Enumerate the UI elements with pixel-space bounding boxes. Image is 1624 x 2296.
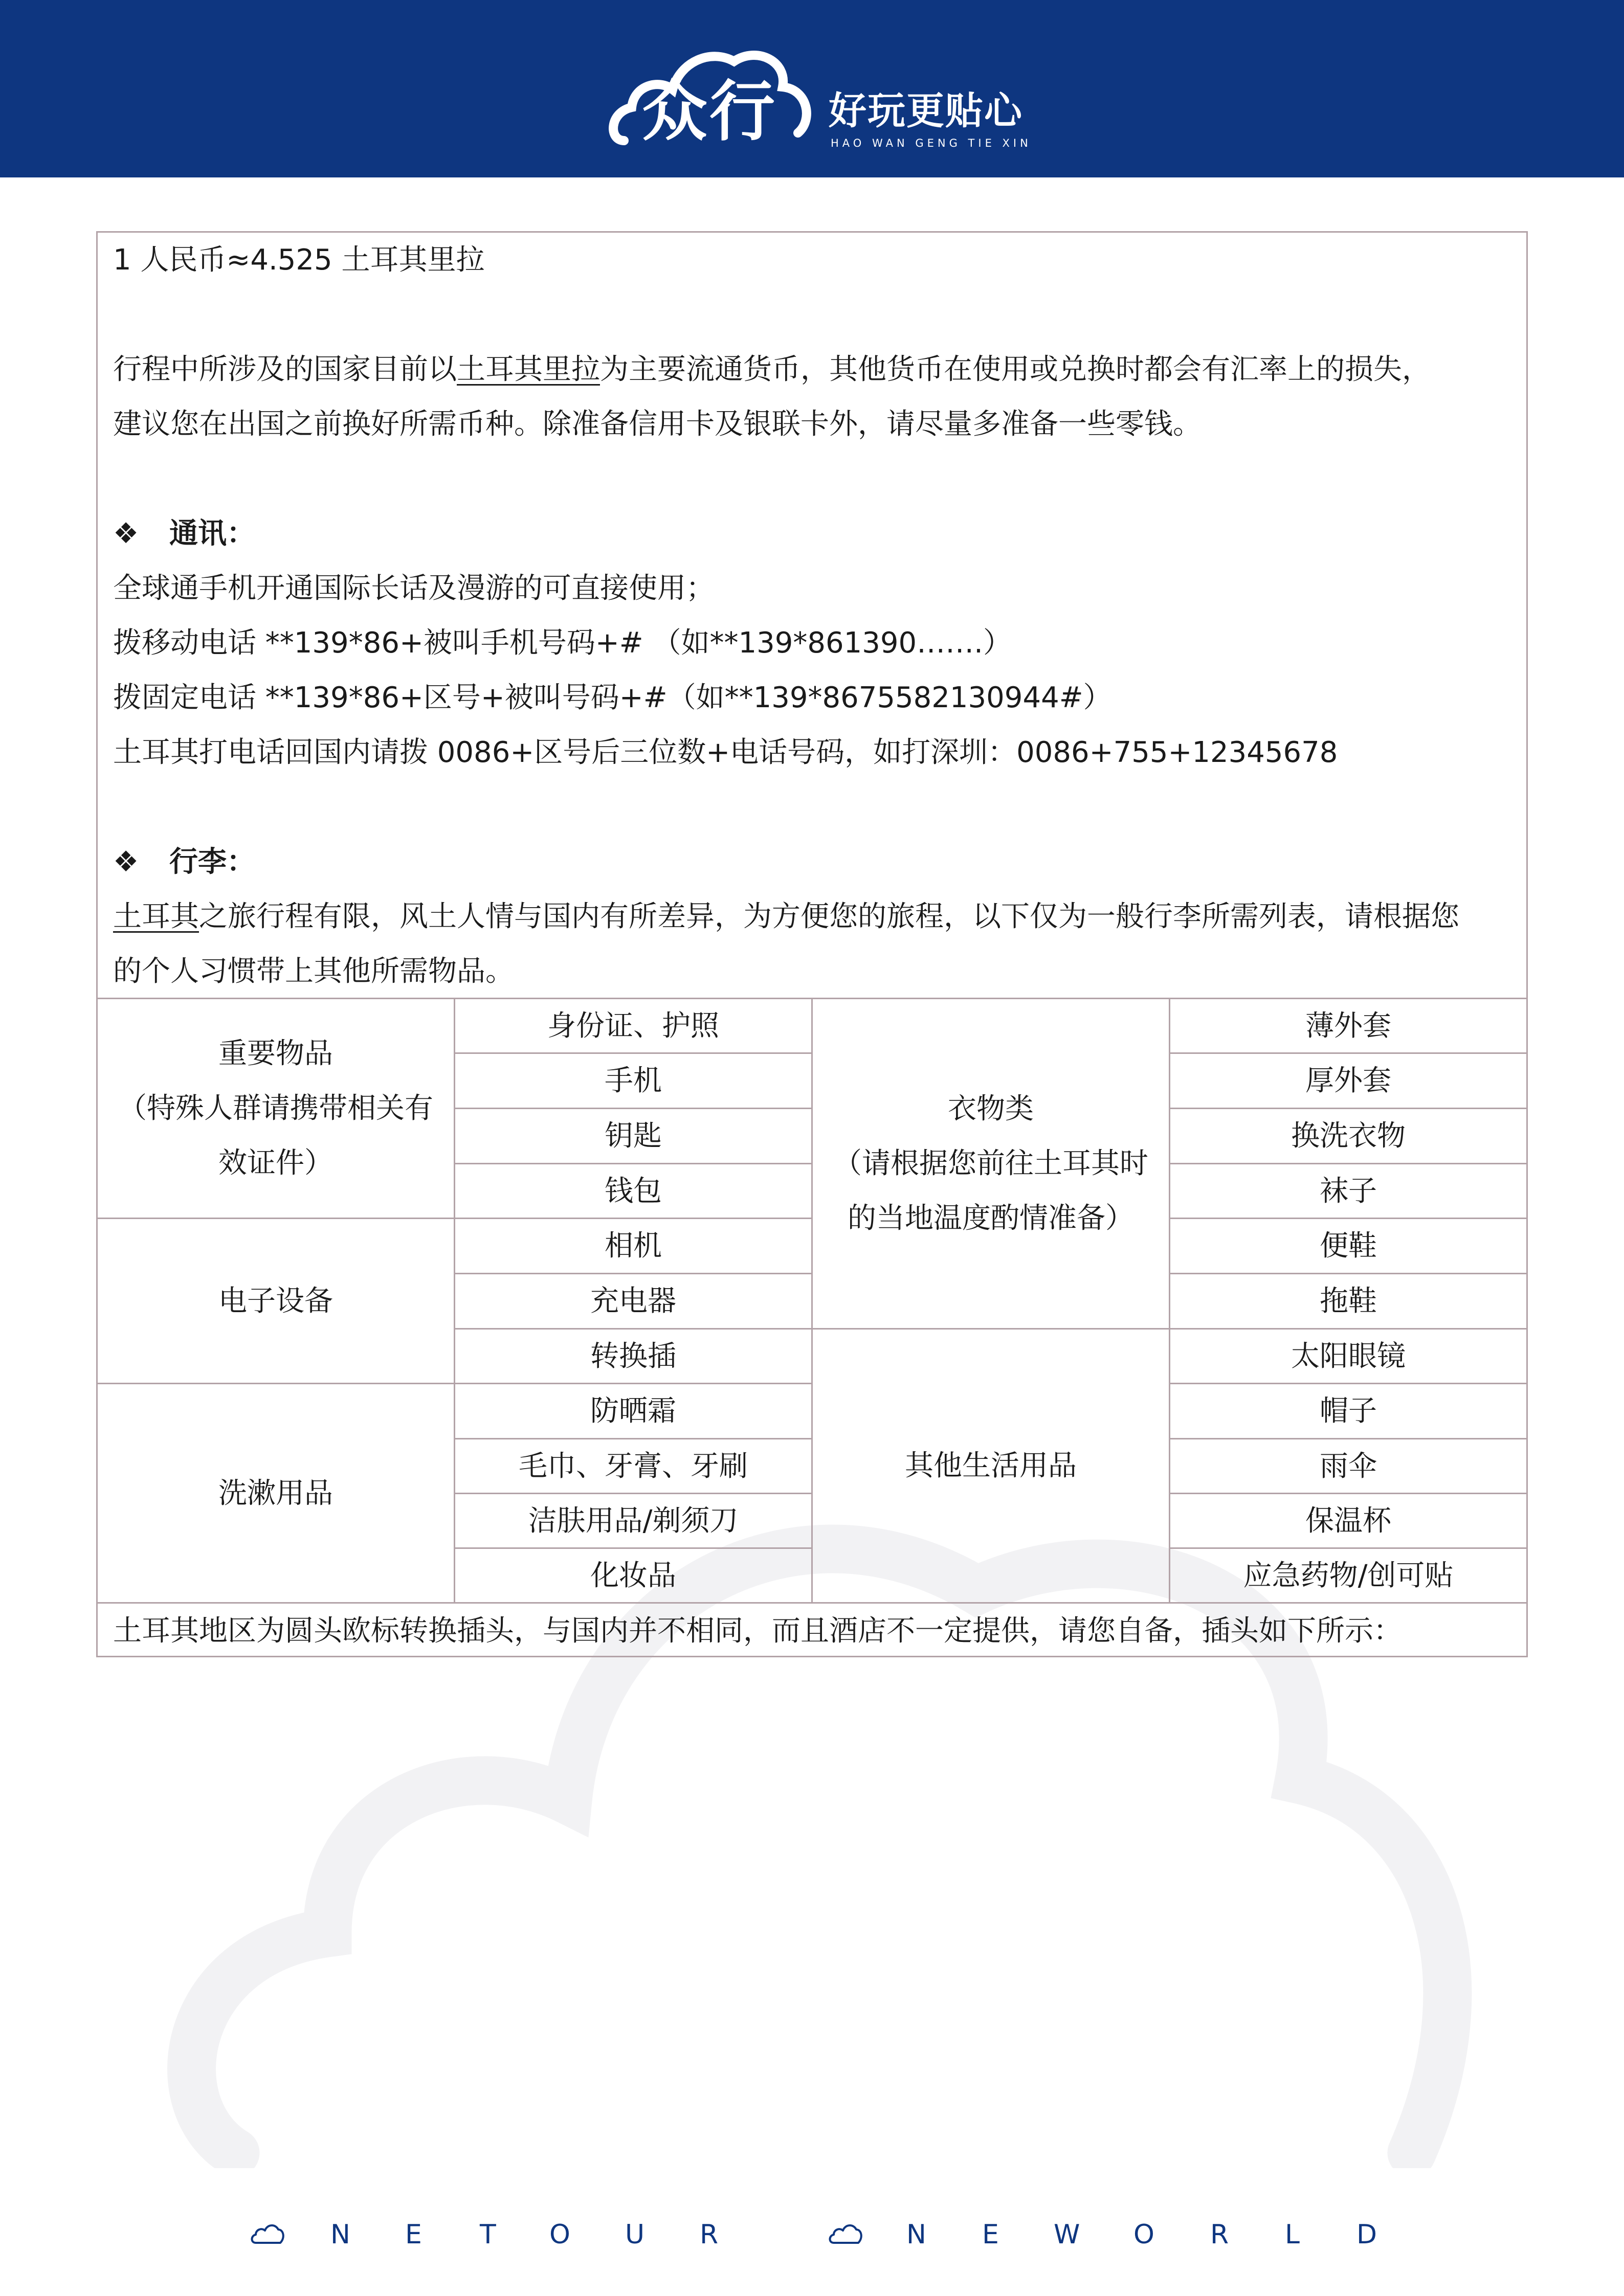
category-label: 其他生活用品 bbox=[905, 1449, 1077, 1482]
category-label: （请根据您前往土耳其时 bbox=[833, 1147, 1148, 1180]
category-label: 电子设备 bbox=[218, 1284, 333, 1318]
category-label: 的当地温度酌情准备） bbox=[848, 1202, 1134, 1235]
page-footer bbox=[0, 2214, 1624, 2255]
luggage-intro-line2: 的个人习惯带上其他所需物品。 bbox=[113, 955, 514, 988]
packing-item: 帽子 bbox=[1170, 1384, 1526, 1439]
packing-item: 充电器 bbox=[455, 1274, 813, 1330]
cloud-icon bbox=[828, 2220, 863, 2246]
packing-item: 太阳眼镜 bbox=[1170, 1330, 1526, 1384]
category-clothing bbox=[813, 999, 1170, 1330]
footer-letter: L bbox=[1285, 2219, 1300, 2250]
content-frame bbox=[96, 231, 1528, 1657]
luggage-intro bbox=[113, 889, 1459, 944]
currency-note-line2: 建议您在出国之前换好所需币种。除准备信用卡及银联卡外，请尽量多准备一些零钱。 bbox=[113, 408, 1202, 441]
packing-item: 拖鞋 bbox=[1170, 1274, 1526, 1330]
luggage-intro-text: 之旅行程有限，风土人情与国内有所差异，为方便您的旅程，以下仅为一般行李所需列表，请根据您 bbox=[199, 900, 1459, 933]
category-label: （特殊人群请携带相关有 bbox=[118, 1092, 433, 1125]
communication-line: 拨移动电话 **139*86+被叫手机号码+# （如**139*861390…….） bbox=[113, 626, 1012, 660]
plug-note: 土耳其地区为圆头欧标转换插头，与国内并不相同，而且酒店不一定提供，请您自备，插头如下所示： bbox=[113, 1614, 1402, 1648]
communication-line: 土耳其打电话回国内请拨 0086+区号后三位数+电话号码，如打深圳：0086+755+12345678 bbox=[113, 736, 1338, 769]
brand-logo bbox=[604, 31, 1043, 159]
footer-letter: D bbox=[1356, 2219, 1377, 2250]
currency-name: 土耳其里拉 bbox=[457, 353, 600, 386]
footer-letter: O bbox=[549, 2219, 570, 2250]
packing-item: 相机 bbox=[455, 1219, 813, 1274]
category-electronics bbox=[98, 1219, 455, 1384]
footer-letter: T bbox=[480, 2219, 496, 2250]
footer-letter: U bbox=[625, 2219, 645, 2250]
category-label: 重要物品 bbox=[218, 1037, 333, 1070]
luggage-heading bbox=[113, 835, 1459, 889]
blank-line bbox=[113, 287, 1459, 342]
diamond-bullet-icon: ❖ bbox=[113, 517, 139, 550]
footer-letter: W bbox=[1054, 2219, 1080, 2250]
footer-letter: N bbox=[330, 2219, 350, 2250]
category-daily-goods bbox=[813, 1330, 1170, 1604]
communication-heading-text: 通讯： bbox=[169, 517, 255, 550]
packing-item: 应急药物/创可贴 bbox=[1170, 1549, 1526, 1604]
exchange-rate: 1 人民币≈4.525 土耳其里拉 bbox=[113, 243, 485, 277]
category-label: 效证件） bbox=[218, 1146, 333, 1180]
packing-item: 化妆品 bbox=[455, 1549, 813, 1604]
blank-line bbox=[113, 780, 1459, 835]
luggage-country: 土耳其 bbox=[113, 900, 199, 933]
footer-letter: E bbox=[982, 2219, 999, 2250]
footer-letter: R bbox=[1210, 2219, 1229, 2250]
category-label: 洗漱用品 bbox=[218, 1476, 333, 1510]
packing-item: 钱包 bbox=[455, 1164, 813, 1219]
category-label: 衣物类 bbox=[948, 1092, 1034, 1126]
packing-item: 钥匙 bbox=[455, 1109, 813, 1164]
packing-item: 洁肤用品/剃须刀 bbox=[455, 1494, 813, 1549]
footer-letter: N bbox=[906, 2219, 926, 2250]
page-header bbox=[0, 0, 1624, 177]
footer-letter: O bbox=[1133, 2219, 1154, 2250]
communication-heading bbox=[113, 506, 1459, 561]
packing-item: 换洗衣物 bbox=[1170, 1109, 1526, 1164]
packing-item: 雨伞 bbox=[1170, 1439, 1526, 1494]
packing-item: 手机 bbox=[455, 1054, 813, 1109]
packing-item: 身份证、护照 bbox=[455, 999, 813, 1054]
brand-slogan: 好玩更贴心 bbox=[829, 89, 1023, 133]
category-important-items bbox=[98, 999, 455, 1219]
currency-note bbox=[113, 342, 1459, 397]
packing-item: 薄外套 bbox=[1170, 999, 1526, 1054]
currency-note-suffix: 为主要流通货币，其他货币在使用或兑换时都会有汇率上的损失， bbox=[600, 353, 1431, 386]
communication-line: 全球通手机开通国际长话及漫游的可直接使用； bbox=[113, 572, 715, 605]
packing-list-table bbox=[98, 998, 1526, 1659]
currency-note-prefix: 行程中所涉及的国家目前以 bbox=[113, 353, 457, 386]
packing-item: 厚外套 bbox=[1170, 1054, 1526, 1109]
footer-letter: E bbox=[405, 2219, 422, 2250]
packing-item: 袜子 bbox=[1170, 1164, 1526, 1219]
footer-letter: R bbox=[700, 2219, 719, 2250]
category-toiletries bbox=[98, 1384, 455, 1604]
cloud-icon bbox=[250, 2220, 285, 2246]
communication-line: 拨固定电话 **139*86+区号+被叫号码+#（如**139*8675582130944#） bbox=[113, 681, 1112, 714]
packing-item: 保温杯 bbox=[1170, 1494, 1526, 1549]
brand-slogan-pinyin: HAO WAN GENG TIE XIN bbox=[831, 137, 1032, 149]
blank-line bbox=[113, 452, 1459, 506]
packing-item: 转换插 bbox=[455, 1330, 813, 1384]
luggage-heading-text: 行李： bbox=[169, 845, 255, 879]
packing-item: 毛巾、牙膏、牙刷 bbox=[455, 1439, 813, 1494]
packing-item: 防晒霜 bbox=[455, 1384, 813, 1439]
diamond-bullet-icon: ❖ bbox=[113, 845, 139, 879]
brand-name: 众行 bbox=[642, 74, 777, 150]
currency-section bbox=[113, 233, 1459, 999]
packing-item: 便鞋 bbox=[1170, 1219, 1526, 1274]
